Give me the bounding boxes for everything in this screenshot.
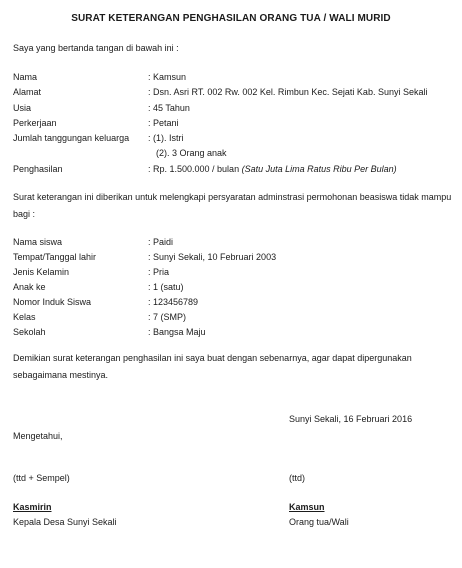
income-value — [148, 165, 397, 174]
student-school-value: : Bangsa Maju — [148, 327, 206, 337]
right-signer-role: Orang tua/Wali — [289, 517, 349, 527]
student-gender-value: : Pria — [148, 267, 170, 277]
student-id-value: : 123456789 — [148, 297, 199, 307]
student-school-label: Sekolah — [13, 327, 46, 337]
student-class-value: : 7 (SMP) — [148, 312, 187, 322]
parent-age-label: Usia — [13, 103, 32, 113]
place-date: Sunyi Sekali, 16 Februari 2016 — [289, 414, 413, 424]
closing-paragraph: Demikian surat keterangan penghasilan ini saya buat dengan sebenarnya, agar dapat dipergunakan sebagaimana mestinya. — [13, 353, 412, 380]
right-signature-note: (ttd) — [289, 473, 306, 483]
student-id-label: Nomor Induk Siswa — [13, 297, 92, 307]
student-birth-label: Tempat/Tanggal lahir — [13, 252, 97, 262]
dependents-value-1: : (1). Istri — [148, 133, 184, 143]
student-class-label: Kelas — [13, 312, 36, 322]
dependents-value-2: (2). 3 Orang anak — [156, 148, 227, 158]
parent-job-value: : Petani — [148, 118, 179, 128]
dependents-label: Jumlah tanggungan keluarga — [13, 133, 130, 143]
student-birth-value: : Sunyi Sekali, 10 Februari 2003 — [148, 252, 277, 262]
student-name-value: : Paidi — [148, 237, 174, 247]
parent-age-value: : 45 Tahun — [148, 103, 190, 113]
income-words: (Satu Juta Lima Ratus Ribu Per Bulan) — [241, 164, 397, 174]
student-child-order-value: : 1 (satu) — [148, 282, 184, 292]
letter-title: SURAT KETERANGAN PENGHASILAN ORANG TUA / WALI MURID — [71, 13, 391, 24]
left-signature-note: (ttd + Sempel) — [13, 473, 70, 483]
parent-name-label: Nama — [13, 72, 38, 82]
purpose-paragraph: Surat keterangan ini diberikan untuk melengkapi persyaratan adminstrasi permohonan beasiswa tidak mampu bagi : — [13, 192, 452, 219]
parent-address-value: : Dsn. Asri RT. 002 Rw. 002 Kel. Rimbun Kec. Sejati Kab. Sunyi Sekali — [148, 87, 428, 97]
parent-name-value: : Kamsun — [148, 72, 187, 82]
income-label: Penghasilan — [13, 164, 63, 174]
left-signer-role: Kepala Desa Sunyi Sekali — [13, 517, 117, 527]
intro-text: Saya yang bertanda tangan di bawah ini : — [13, 43, 179, 53]
student-gender-label: Jenis Kelamin — [13, 267, 70, 277]
student-child-order-label: Anak ke — [13, 282, 46, 292]
parent-address-label: Alamat — [13, 87, 42, 97]
right-signer-name: Kamsun — [289, 502, 325, 512]
parent-job-label: Perkerjaan — [13, 118, 57, 128]
acknowledged-label: Mengetahui, — [13, 431, 63, 441]
left-signer-name: Kasmirin — [13, 502, 52, 512]
student-name-label: Nama siswa — [13, 237, 63, 247]
income-amount: : Rp. 1.500.000 / bulan — [148, 164, 240, 174]
